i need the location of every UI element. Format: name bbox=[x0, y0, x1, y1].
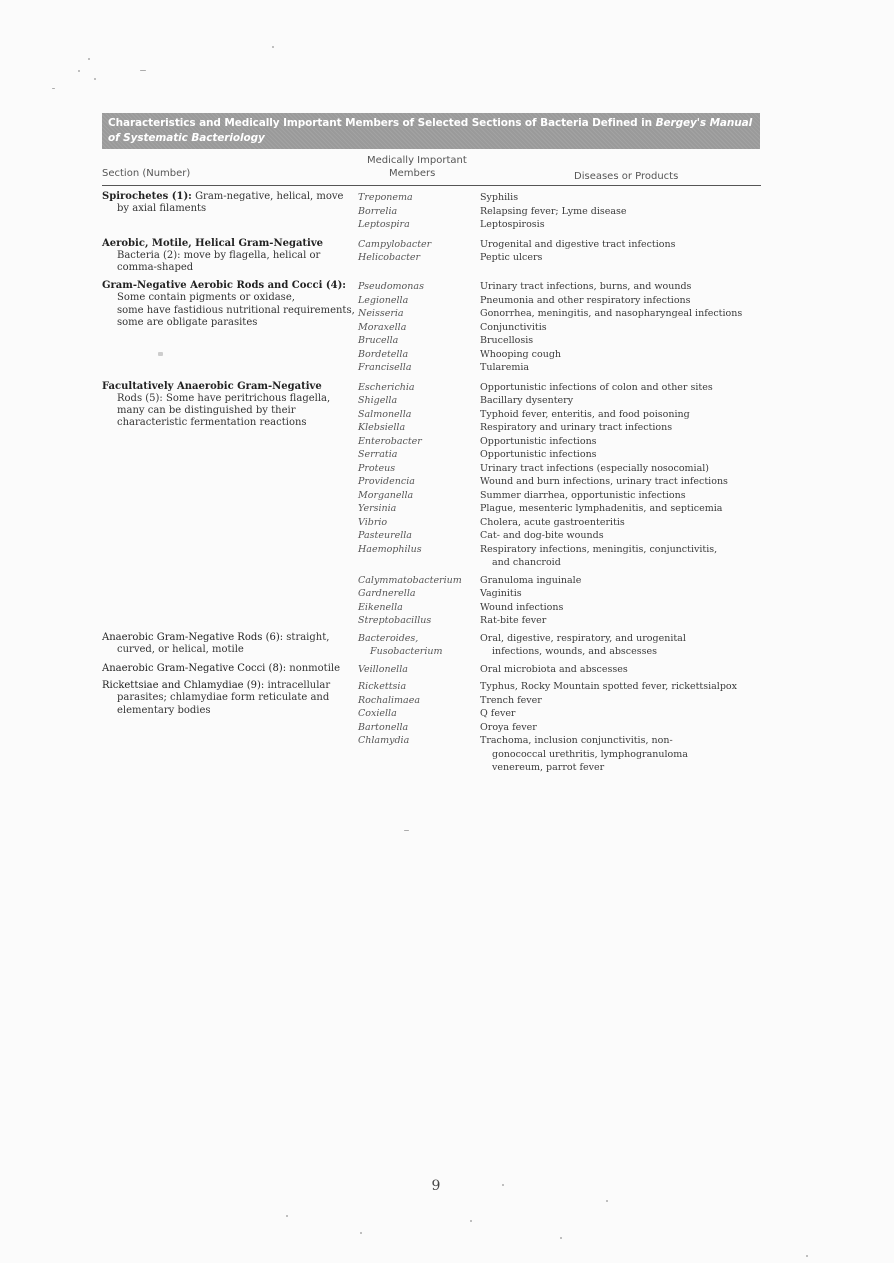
disease-text: Trachoma, inclusion conjunctivitis, non- bbox=[480, 735, 673, 747]
section-desc: Gram-negative, helical, move bbox=[191, 191, 344, 202]
member-name: Rickettsia bbox=[358, 681, 407, 693]
members-cell bbox=[358, 191, 480, 232]
disease-text: Brucellosis bbox=[480, 335, 534, 347]
member-name: Proteus bbox=[358, 462, 396, 474]
section-desc: intracellular bbox=[264, 680, 331, 692]
disease-text: Rat-bite fever bbox=[480, 615, 547, 627]
header-section: Section (Number) bbox=[102, 168, 191, 179]
diseases-cell bbox=[480, 238, 762, 265]
member-name: Treponema bbox=[358, 192, 413, 203]
diseases-cell bbox=[480, 632, 762, 659]
disease-text: Oral microbiota and abscesses bbox=[480, 663, 628, 675]
member-name: Enterobacter bbox=[358, 435, 422, 447]
disease-text: Respiratory and urinary tract infections bbox=[480, 422, 673, 434]
diseases-cell bbox=[480, 663, 762, 677]
table-row-helical bbox=[102, 238, 762, 275]
member-name: Pasteurella bbox=[358, 530, 412, 542]
member-name: Legionella bbox=[358, 294, 409, 306]
bacteria-table bbox=[102, 188, 762, 775]
member-name: Borrelia bbox=[358, 205, 398, 217]
members-cell bbox=[358, 381, 480, 628]
section-desc-line: Bacteria (2): move by flagella, helical or bbox=[117, 249, 321, 261]
section-name: Spirochetes (1): bbox=[102, 191, 192, 202]
member-name: Chlamydia bbox=[358, 735, 410, 747]
section-desc-line: Some contain pigments or oxidase, bbox=[117, 292, 295, 304]
member-name: Providencia bbox=[358, 476, 415, 488]
disease-text: Typhus, Rocky Mountain spotted fever, rickettsialpox bbox=[480, 681, 738, 693]
member-name: Bordetella bbox=[358, 348, 409, 360]
member-name: Yersinia bbox=[358, 503, 397, 515]
section-desc-line: Rods (5): Some have peritrichous flagella, bbox=[117, 392, 331, 404]
disease-text: Opportunistic infections bbox=[480, 435, 597, 447]
member-name: Bacteroides, bbox=[358, 632, 419, 644]
member-name: Morganella bbox=[358, 489, 414, 501]
member-name: Campylobacter bbox=[358, 238, 432, 250]
section-desc-line: by axial filaments bbox=[117, 203, 207, 215]
section-cell bbox=[102, 238, 358, 275]
section-desc-line: parasites; chlamydiae form reticulate and bbox=[117, 692, 330, 704]
section-name: Anaerobic Gram-Negative Cocci (8): bbox=[102, 662, 287, 674]
section-name: Aerobic, Motile, Helical Gram-Negative bbox=[102, 237, 324, 249]
disease-text: Respiratory infections, meningitis, conjunctivitis, bbox=[480, 543, 718, 555]
member-name: Helicobacter bbox=[358, 252, 421, 263]
members-cell bbox=[358, 680, 480, 748]
section-desc-line: comma-shaped bbox=[117, 261, 194, 273]
section-desc: straight, bbox=[283, 631, 330, 643]
disease-text: Q fever bbox=[480, 708, 516, 720]
member-name: Fusobacterium bbox=[370, 646, 443, 658]
section-name: Rickettsiae and Chlamydiae (9): bbox=[102, 680, 265, 692]
table-title: Characteristics and Medically Important Members of Selected Sections of Bacteria Defined in bbox=[108, 117, 656, 129]
members-cell bbox=[358, 238, 480, 265]
disease-text: Summer diarrhea, opportunistic infections bbox=[480, 489, 686, 501]
table-title-book: Bergey's Manual of Systematic Bacteriology bbox=[108, 117, 753, 144]
diseases-cell bbox=[480, 191, 762, 232]
disease-text: Oral, digestive, respiratory, and urogenital bbox=[480, 632, 686, 644]
page-number: 9 bbox=[431, 1178, 441, 1194]
diseases-cell bbox=[480, 280, 762, 375]
disease-text: Cat- and dog-bite wounds bbox=[480, 530, 604, 542]
table-row-anaerobic-rods bbox=[102, 632, 762, 659]
section-cell bbox=[102, 632, 358, 656]
disease-text: Trench fever bbox=[480, 694, 542, 706]
section-cell bbox=[102, 191, 358, 215]
header-rule bbox=[102, 185, 761, 186]
section-name: Anaerobic Gram-Negative Rods (6): bbox=[102, 631, 284, 643]
member-name: Gardnerella bbox=[358, 588, 416, 600]
disease-text: Urinary tract infections (especially nosocomial) bbox=[480, 462, 710, 474]
disease-text: Opportunistic infections of colon and other sites bbox=[480, 381, 713, 393]
disease-text: Urinary tract infections, burns, and wounds bbox=[480, 281, 692, 293]
section-desc: nonmotile bbox=[286, 662, 341, 674]
section-cell bbox=[102, 381, 358, 430]
header-diseases: Diseases or Products bbox=[574, 171, 679, 182]
header-members-line2: Members bbox=[389, 168, 436, 179]
section-name: Gram-Negative Aerobic Rods and Cocci (4): bbox=[102, 280, 346, 292]
table-row-anaerobic-cocci bbox=[102, 663, 762, 677]
table-row-rickettsiae bbox=[102, 680, 762, 775]
disease-text: Urogenital and digestive tract infections bbox=[480, 238, 676, 250]
member-name: Calymmatobacterium bbox=[358, 574, 462, 586]
section-desc-line: elementary bodies bbox=[117, 704, 211, 716]
disease-text: Oroya fever bbox=[480, 721, 537, 733]
disease-text: Leptospirosis bbox=[480, 219, 545, 230]
member-name: Rochalimaea bbox=[358, 694, 421, 706]
table-row-spirochetes bbox=[102, 191, 762, 232]
member-name: Escherichia bbox=[358, 381, 415, 393]
disease-text: and chancroid bbox=[492, 557, 561, 569]
disease-text: Granuloma inguinale bbox=[480, 574, 582, 586]
disease-text: infections, wounds, and abscesses bbox=[492, 646, 658, 658]
disease-text: Whooping cough bbox=[480, 348, 562, 360]
member-name: Coxiella bbox=[358, 708, 397, 720]
member-name: Moraxella bbox=[358, 321, 407, 333]
disease-text: Plague, mesenteric lymphadenitis, and septicemia bbox=[480, 503, 723, 515]
disease-text: Typhoid fever, enteritis, and food poisoning bbox=[480, 408, 690, 420]
disease-text: Bacillary dysentery bbox=[480, 395, 574, 407]
section-desc-line: some are obligate parasites bbox=[117, 316, 258, 328]
disease-text: Gonorrhea, meningitis, and nasopharyngeal infections bbox=[480, 308, 743, 320]
section-desc-line: some have fastidious nutritional requirements, bbox=[117, 304, 355, 316]
disease-text: gonococcal urethritis, lymphogranuloma bbox=[492, 748, 688, 760]
disease-text: Wound and burn infections, urinary tract infections bbox=[480, 476, 728, 488]
member-spacer bbox=[358, 556, 480, 570]
member-name: Shigella bbox=[358, 395, 398, 407]
section-cell bbox=[102, 663, 358, 675]
section-cell bbox=[102, 280, 358, 329]
member-name: Francisella bbox=[358, 362, 412, 374]
header-members-line1: Medically Important bbox=[367, 155, 467, 166]
table-row-aerobic-rods bbox=[102, 280, 762, 375]
member-name: Streptobacillus bbox=[358, 615, 432, 627]
section-name: Facultatively Anaerobic Gram-Negative bbox=[102, 380, 322, 392]
member-name: Pseudomonas bbox=[358, 281, 424, 293]
diseases-cell bbox=[480, 680, 762, 775]
disease-text: Pneumonia and other respiratory infections bbox=[480, 294, 691, 306]
disease-text: Tularemia bbox=[480, 362, 530, 374]
member-name: Serratia bbox=[358, 449, 398, 461]
disease-text: Peptic ulcers bbox=[480, 252, 543, 263]
section-cell bbox=[102, 680, 358, 717]
members-cell bbox=[358, 632, 480, 659]
disease-text: Syphilis bbox=[480, 192, 519, 203]
disease-text: Cholera, acute gastroenteritis bbox=[480, 516, 625, 528]
member-name: Bartonella bbox=[358, 721, 409, 733]
disease-text: venereum, parrot fever bbox=[492, 762, 605, 774]
members-cell bbox=[358, 663, 480, 677]
member-name: Haemophilus bbox=[358, 543, 422, 555]
disease-text: Vaginitis bbox=[480, 588, 522, 600]
table-title-bar bbox=[102, 113, 760, 149]
member-name: Salmonella bbox=[358, 408, 412, 420]
member-name: Neisseria bbox=[358, 308, 404, 320]
member-name: Veillonella bbox=[358, 663, 408, 675]
member-name: Vibrio bbox=[358, 516, 388, 528]
diseases-cell bbox=[480, 381, 762, 628]
disease-text: Relapsing fever; Lyme disease bbox=[480, 205, 627, 217]
section-desc-line: characteristic fermentation reactions bbox=[117, 417, 307, 429]
section-desc-line: curved, or helical, motile bbox=[117, 643, 244, 655]
table-row-facultative-rods bbox=[102, 381, 762, 628]
member-name: Klebsiella bbox=[358, 422, 406, 434]
disease-text: Wound infections bbox=[480, 601, 564, 613]
member-name: Brucella bbox=[358, 335, 399, 347]
member-name: Leptospira bbox=[358, 219, 410, 230]
section-desc-line: many can be distinguished by their bbox=[117, 405, 296, 417]
disease-text: Opportunistic infections bbox=[480, 449, 597, 461]
member-name: Eikenella bbox=[358, 601, 403, 613]
disease-text: Conjunctivitis bbox=[480, 321, 547, 333]
members-cell bbox=[358, 280, 480, 375]
